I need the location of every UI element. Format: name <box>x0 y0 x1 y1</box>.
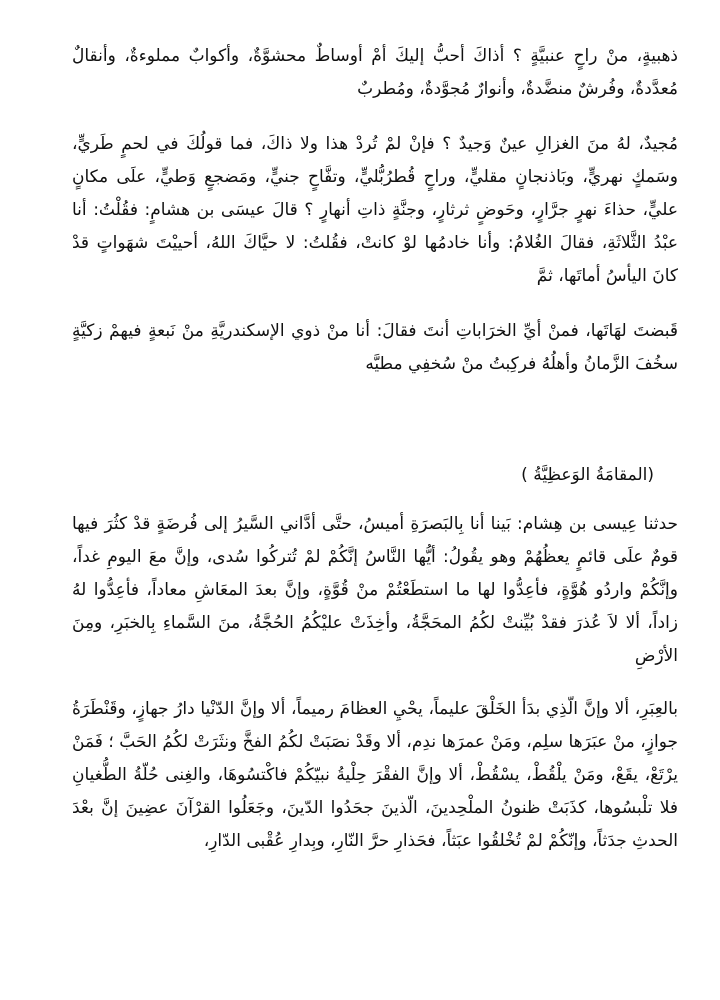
paragraph-3: قَبضتَ لهَاتَها، فمنْ أيِّ الخرَاباتِ أنتَ فقالَ: أنا منْ ذوي الإسكندريَّةِ منْ نَبعةٍ فيهمْ زكيَّةٍ سخُفَ الزَّمانُ وأهلُهُ فركِبتُ منْ سُخفِي مطيَّه <box>72 321 678 374</box>
paragraph-2: مُجيدٌ، لهُ منَ الغزالِ عينٌ وَجيدٌ ؟ فإنْ لمْ تُردْ هذا ولا ذاكَ، فما قولُكَ في لحمٍ طَريٍّ، وسَمكٍ نهريٍّ، وبَاذنجانٍ مقليٍّ، وراحٍ قُطرُبُّليٍّ، وتفَّاحٍ جنيٍّ، ومَضجعٍ وَطيٍّ، علَى مكانٍ عليٍّ، حذاءَ نهرٍ جرَّارٍ، وحَوضٍ ثرثارٍ، وجنَّةٍ ذاتِ أنهارٍ ؟ قالَ عيسَى بن هشامٍ: فقُلْتُ: أنا عبْدُ الثَّلاثَةِ، فقالَ الغُلامُ: وأنا خادمُها لوْ كانتْ، فقُلتُ: لا حيَّاكَ اللهُ، أحييْتَ شهَواتٍ قدْ كانَ اليأسُ أماتَها، ثمَّ <box>72 134 678 286</box>
section-heading: (المقامَةُ الوَعظِيَّةُ ) <box>521 465 654 485</box>
paragraph-4: حدثنا عِيسى بن هِشام: بَينا أنا بِالبَصرَةِ أميسُ، حتَّى أدَّاني السَّيرُ إلى فُرضَةٍ قدْ كثُرَ فيها قومٌ علَى قائمٍ يعظُهُمْ وهو يقُولُ: أيُّها النَّاسُ إنَّكُمْ لمْ تُتركُوا سُدى، وإنَّ معَ اليومِ غداً، وإنَّكُمْ واردُو هُوَّةٍ، فأعِدُّوا لها ما استطَعْتُمْ منْ قُوَّةٍ، وإنَّ بعدَ المعَاشِ معاداً، فأعِدُّوا لهُ زاداً، ألا لاَ عُذرَ فقدْ بُيِّنتْ لكُمُ المحَجَّةُ، وأخِذَتْ عليْكُمُ الحُجَّةُ، منَ السَّماءِ بِالخبَرِ، ومِنَ الأرْضِ <box>72 514 678 666</box>
document-page <box>72 40 678 858</box>
paragraph-1: ذهبيةٍ، منْ راحٍ عنبيَّةٍ ؟ أذاكَ أحبُّ إليكَ أمْ أوساطٌ محشوَّةٌ، وأكوابٌ مملوءةٌ، وأنقالٌ مُعدَّدةٌ، وفُرشٌ منضَّدةٌ، وأنوارٌ مُجوَّدةٌ، ومُطربٌ <box>72 46 678 99</box>
paragraph-5: بالعِبَرِ، ألا وإنَّ الّذِي بدَأ الخَلْقَ عليماً، يحْيِ العظامَ رميماً، ألا وإنَّ الدّنْيا دارُ جهازٍ، وقَنْطَرَةُ جوازٍ، منْ عبَرَها سلِم، ومَنْ عمرَها ندِم، ألا وقَدْ نصَبَتْ لكُمُ الفخَّ ونثَرَتْ لكُمُ الحَبَّ ؛ فَمَنْ يرْتَعْ، يقَعْ، ومَنْ يلْقُطْ، يسْقُطْ، ألا وإنَّ الفقْرَ حِلْيةُ نبيّكُمْ فاكْتسُوهَا، والغِنى حُلّةُ الطُّغيانِ فلا تلْبسُوها، كذَبَتْ ظنونُ الملْحِدينَ، الّذينَ جحَدُوا الدّينَ، وجَعَلُوا القرْآنَ عضِينَ إنَّ بعْدَ الحدثِ جدَثاً، وإنّكُمْ لمْ تُخْلقُوا عبَثاً، فحَذارِ حرَّ النّارِ، وبِدارِ عُقْبى الدّارِ، <box>72 699 678 851</box>
